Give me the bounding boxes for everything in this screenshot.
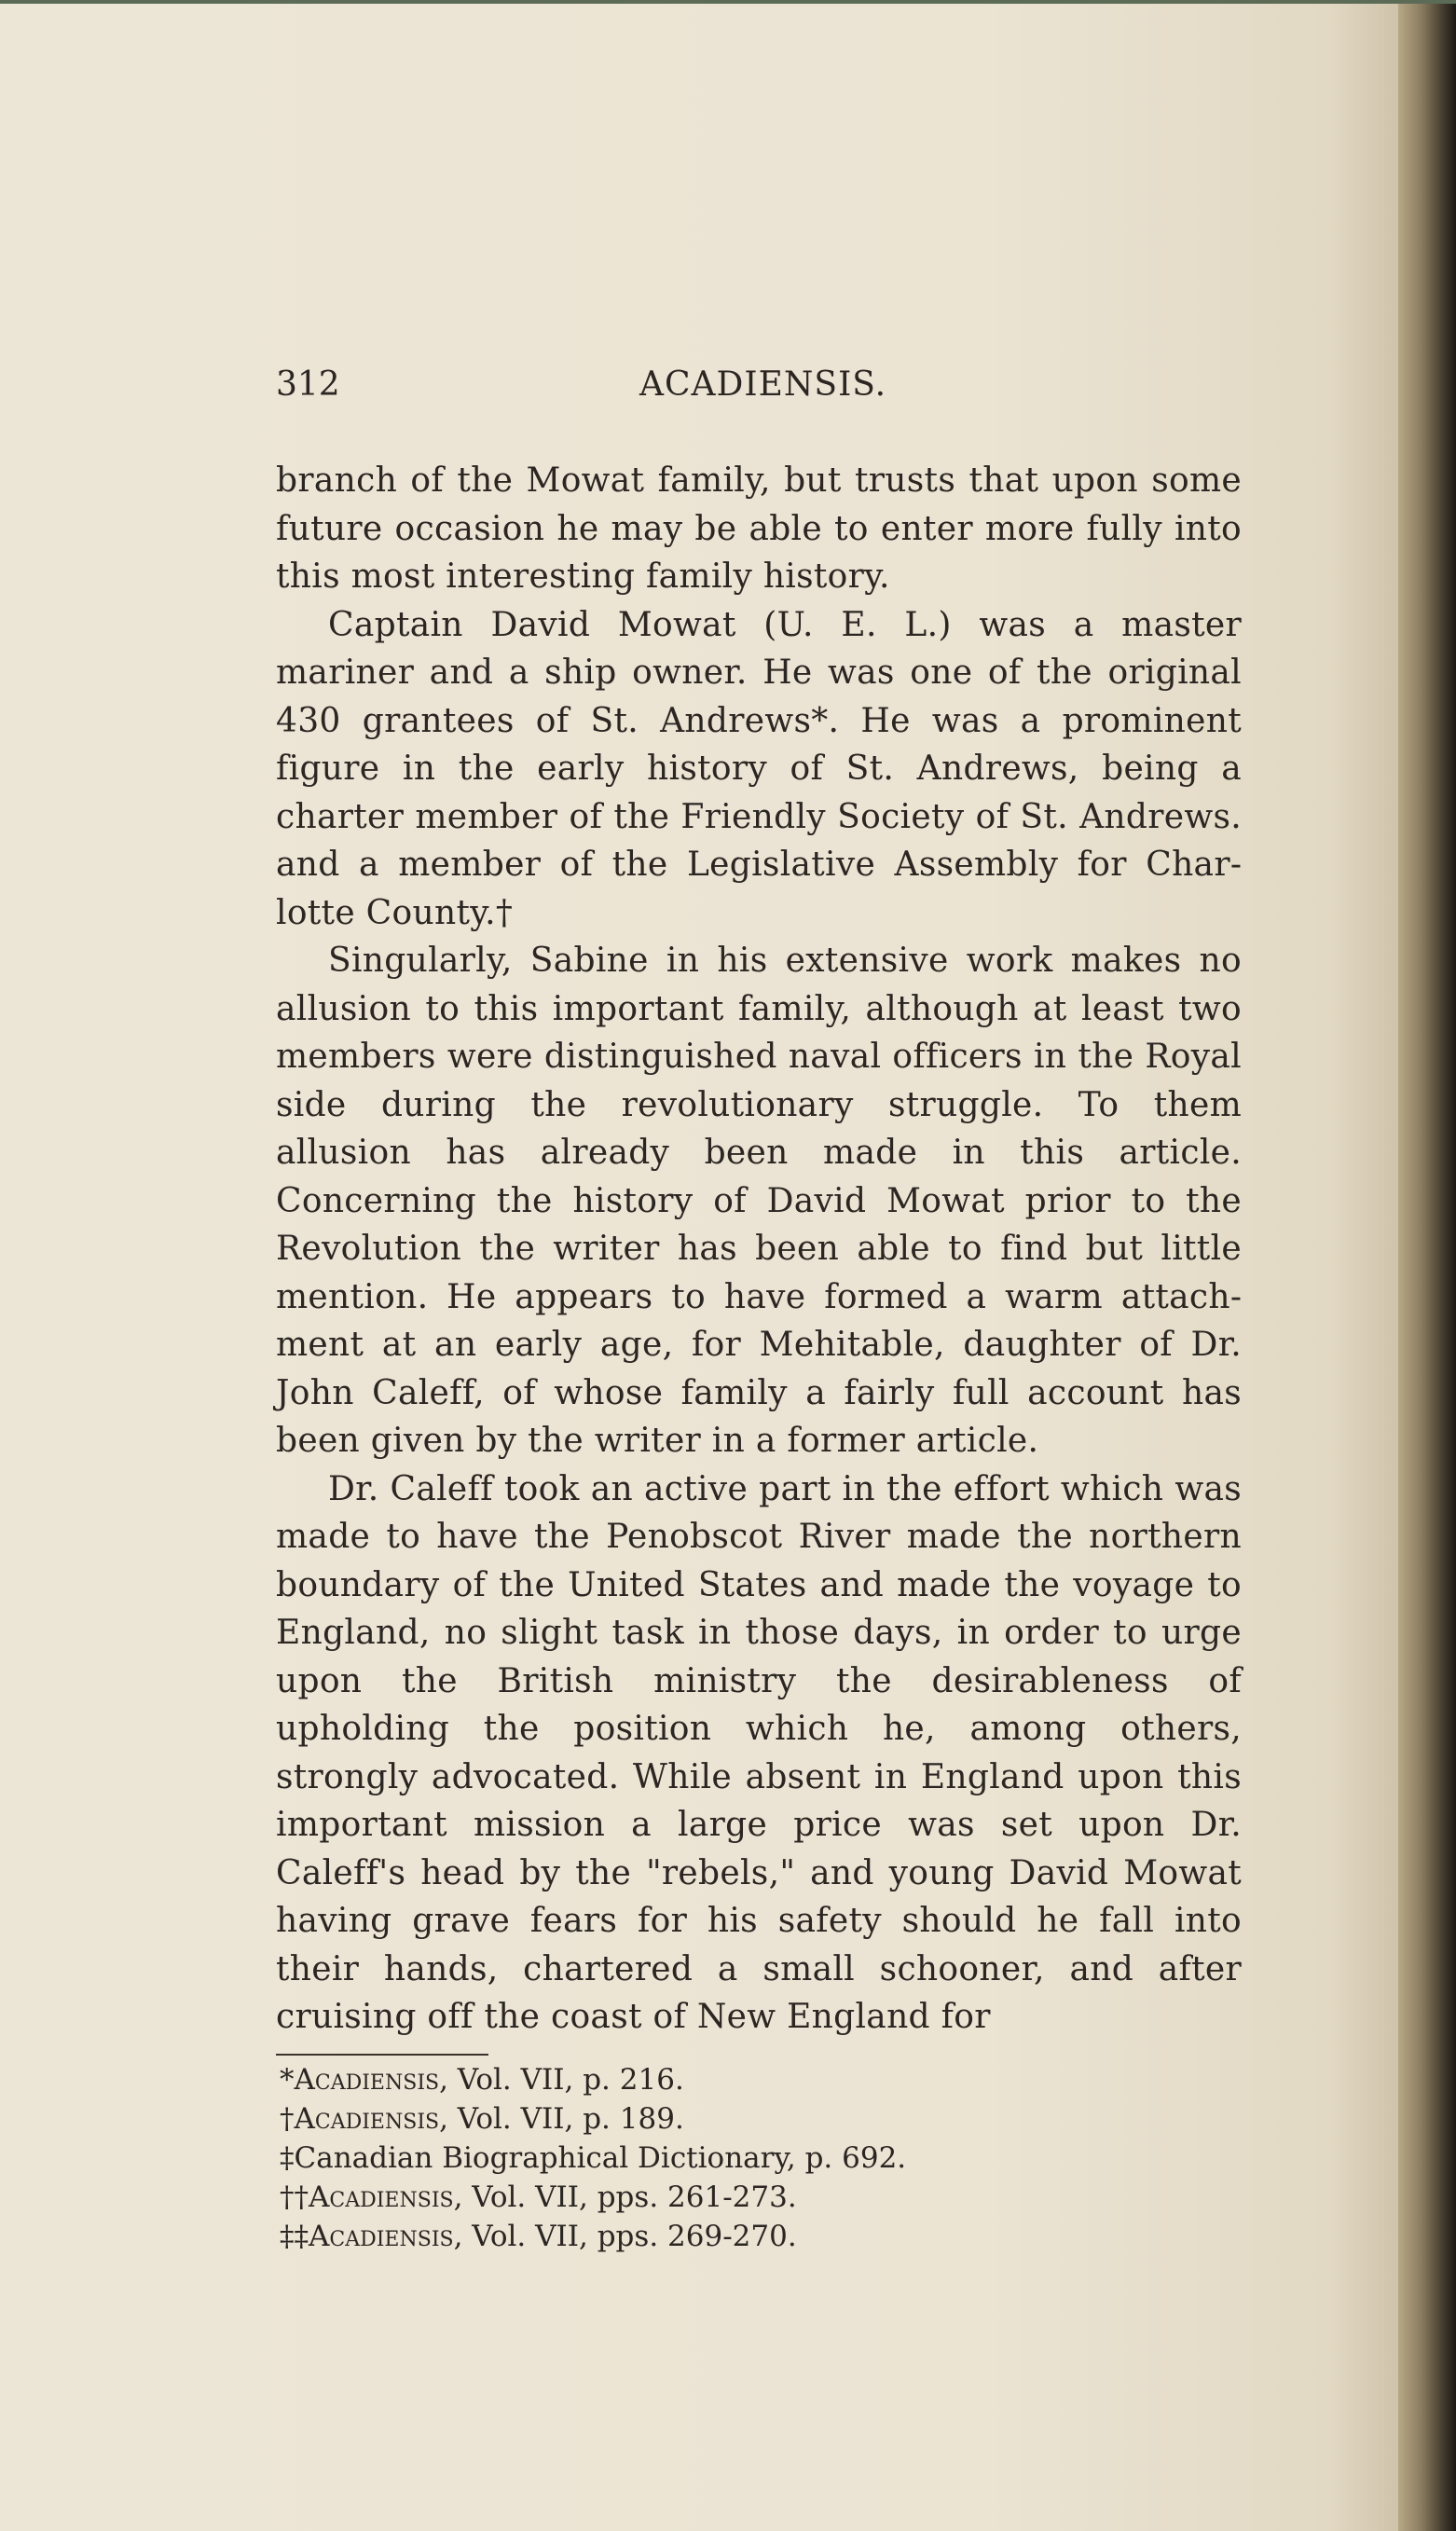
footnote-mark: †† (280, 2180, 309, 2214)
footnotes (280, 2060, 1119, 2256)
page-number: 312 (276, 365, 340, 404)
footnote-mark: † (280, 2102, 295, 2136)
body-text (276, 457, 1242, 2042)
paragraph: Singularly, Sabine in his extensive work makes no allusion to this important family, although at least two members were distinguished naval officers in the Royal side during the revolutionary struggle. To them allusion has already been made in this article. Concerning the history of David Mowat prior to the Revolution the writer has been able to find but little mention. He appears to have formed a warm attachment at an early age, for Mehitable, daughter of Dr. John Caleff, of whose family a fairly full account has been given by the writer in a former article. (276, 942, 1242, 1460)
footnote-source: Acadiensis (294, 2063, 440, 2097)
footnote (280, 2139, 1119, 2178)
top-edge (0, 0, 1456, 4)
running-title: ACADIENSIS. (639, 365, 887, 404)
paragraph: Dr. Caleff took an active part in the effort which was made to have the Penobscot River made the northern boundary of the United States and made the voyage to England, no slight task in those days, in order to urge upon the British ministry the desirableness of upholding the position which he, among others, strongly advocated. While absent in England upon this important mission a large price was set upon Dr. Caleff's head by the "rebels," and young David Mowat having grave fears for his safety should he fall into their hands, chartered a small schooner, and after cruising off the coast of New England for (276, 1469, 1242, 2036)
footnote-mark: ‡‡ (280, 2220, 309, 2253)
footnote-text: , Vol. VII, p. 189. (439, 2102, 684, 2136)
footnote-mark: ‡ (280, 2141, 295, 2175)
paragraph: branch of the Mowat family, but trusts that upon some future occasion he may be able to enter more fully into this most interesting family history. (276, 461, 1242, 596)
footnote-text: , Vol. VII, p. 216. (439, 2063, 684, 2097)
book-spine-shadow (1398, 0, 1456, 2531)
footnote-rule (276, 2054, 488, 2056)
footnote-text: Canadian Biographical Dictionary, p. 692. (294, 2141, 907, 2175)
page-header (276, 365, 1242, 414)
footnote-source: Acadiensis (294, 2102, 440, 2136)
footnote-mark: * (280, 2063, 295, 2097)
footnote-source: Acadiensis (309, 2180, 454, 2214)
footnote (280, 2217, 1119, 2256)
footnote (280, 2060, 1119, 2099)
footnote (280, 2178, 1119, 2217)
footnote-text: , Vol. VII, pps. 269-270. (453, 2220, 797, 2253)
footnote (280, 2099, 1119, 2139)
footnote-source: Acadiensis (309, 2220, 454, 2253)
footnote-text: , Vol. VII, pps. 261-273. (453, 2180, 797, 2214)
paragraph: Captain David Mowat (U. E. L.) was a master mariner and a ship owner. He was one of the original 430 grantees of St. Andrews*. He was a prominent figure in the early history of St. Andrews, being a charter member of the Friendly Society of St. Andrews. and a member of the Legislative Assembly for Charlotte County.† (276, 605, 1242, 932)
